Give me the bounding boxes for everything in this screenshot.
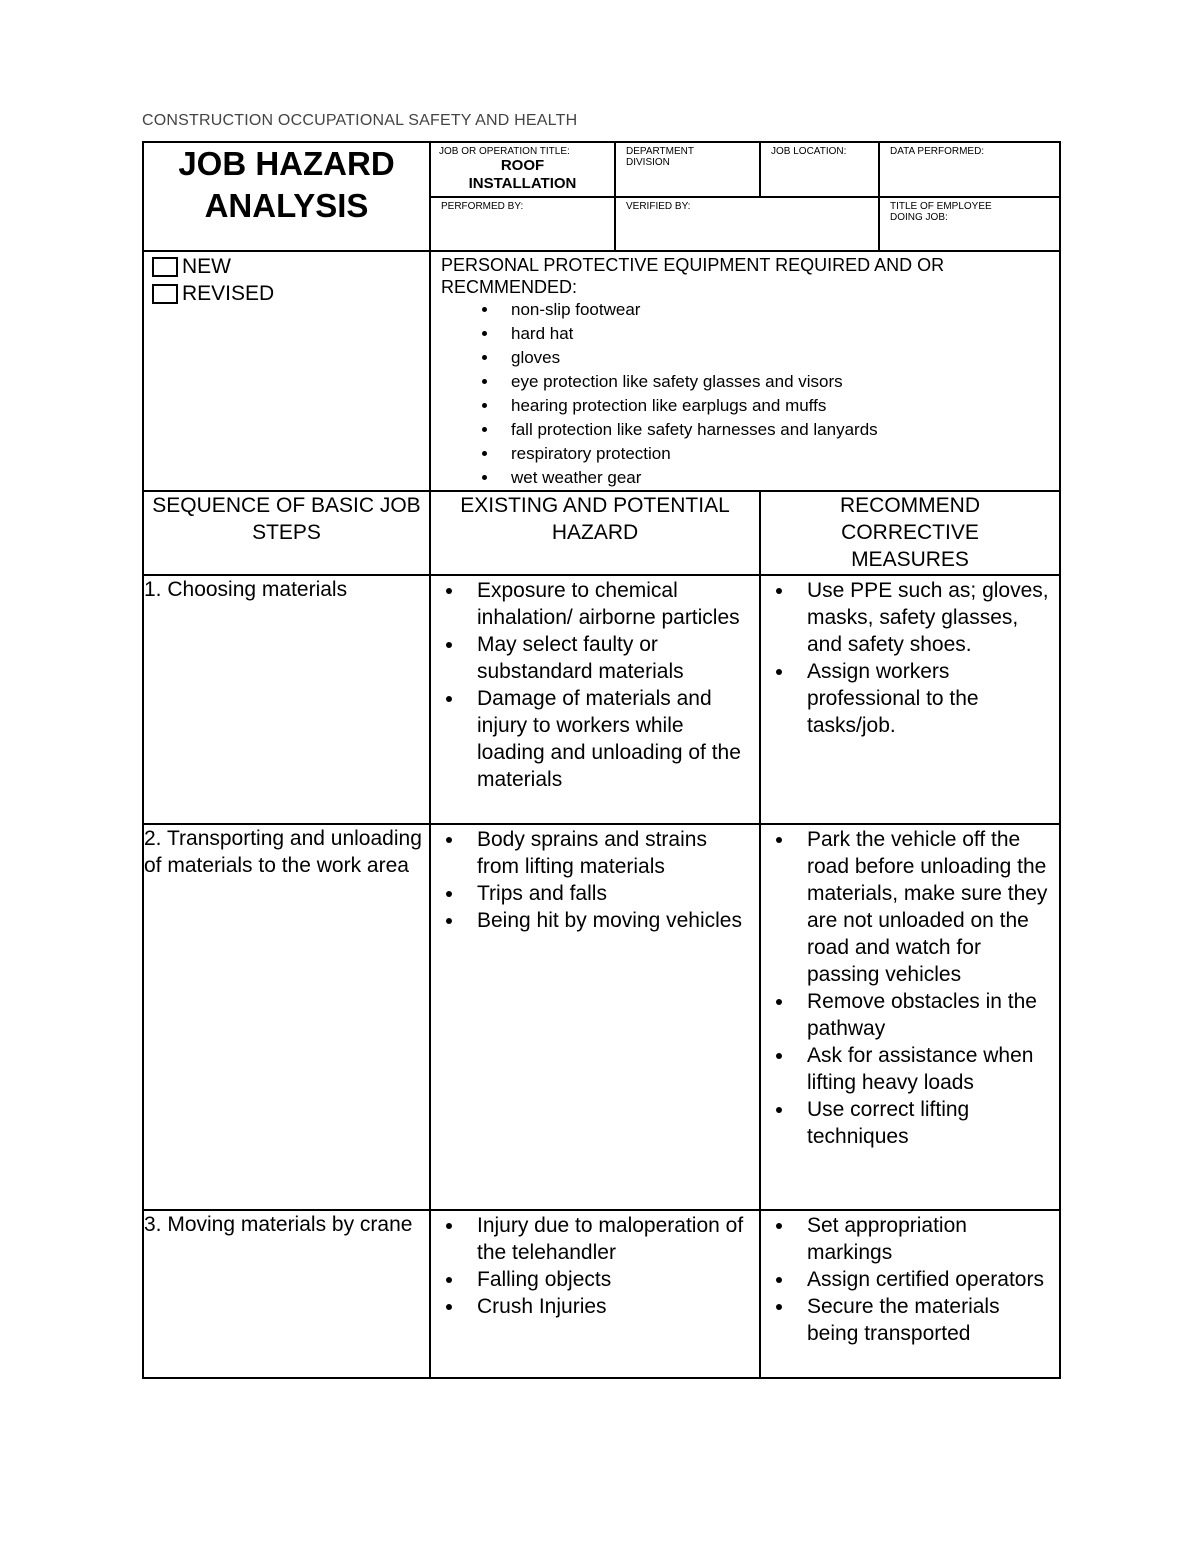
measure-item: • Use PPE such as; gloves, masks, safety glasses, and safety shoes. xyxy=(795,577,1053,658)
ppe-item: • respiratory protection xyxy=(499,442,1059,466)
status-cell xyxy=(143,251,430,491)
performed-by-cell[interactable] xyxy=(430,197,615,251)
measure-item: • Use correct lifting techniques xyxy=(795,1096,1053,1150)
data-performed-label: DATA PERFORMED: xyxy=(890,146,985,157)
ppe-list xyxy=(431,298,1059,490)
measures-list xyxy=(761,576,1059,739)
form-title xyxy=(143,142,430,251)
measure-item: • Assign certified operators xyxy=(795,1266,1053,1293)
measures-cell xyxy=(760,824,1060,1210)
title-of-employee-label-line-1: TITLE OF EMPLOYEE xyxy=(890,201,992,212)
measure-item: • Assign workers professional to the tasks/job. xyxy=(795,658,1053,739)
revised-checkbox[interactable] xyxy=(152,284,178,304)
department-label-line-2: DIVISION xyxy=(626,157,670,168)
ppe-item: • wet weather gear xyxy=(499,466,1059,490)
ppe-heading-line-2: RECMMENDED: xyxy=(441,277,578,297)
title-of-employee-label-line-2: DOING JOB: xyxy=(890,212,948,223)
verified-by-cell[interactable] xyxy=(615,197,879,251)
hazards-cell xyxy=(430,575,760,824)
steps-column-header: SEQUENCE OF BASIC JOB STEPS xyxy=(143,491,430,575)
hazards-list xyxy=(431,825,759,934)
hazard-item: • Trips and falls xyxy=(465,880,753,907)
performed-by-label: PERFORMED BY: xyxy=(441,201,524,212)
job-operation-title-value-1: ROOF xyxy=(500,157,545,174)
hazard-item: • Falling objects xyxy=(465,1266,753,1293)
title-of-employee-cell[interactable] xyxy=(879,197,1060,251)
verified-by-label: VERIFIED BY: xyxy=(626,201,691,212)
revised-label: REVISED xyxy=(182,282,275,305)
step-cell: 1. Choosing materials xyxy=(143,575,430,824)
job-hazard-analysis-table xyxy=(142,141,1061,1379)
ppe-item: • eye protection like safety glasses and visors xyxy=(499,370,1059,394)
hazard-item: • May select faulty or substandard materials xyxy=(465,631,753,685)
ppe-item: • gloves xyxy=(499,346,1059,370)
ppe-heading xyxy=(431,252,1059,298)
ppe-item: • hard hat xyxy=(499,322,1059,346)
measures-column-header: RECOMMEND CORRECTIVE MEASURES xyxy=(760,491,1060,575)
hazard-item: • Being hit by moving vehicles xyxy=(465,907,753,934)
measures-cell xyxy=(760,1210,1060,1378)
table-row xyxy=(143,1210,1060,1378)
revised-option[interactable] xyxy=(144,280,429,307)
hazard-item: • Injury due to maloperation of the telehandler xyxy=(465,1212,753,1266)
page-header: CONSTRUCTION OCCUPATIONAL SAFETY AND HEALTH xyxy=(142,112,578,129)
hazards-list xyxy=(431,576,759,793)
table-row xyxy=(143,824,1060,1210)
measure-item: • Remove obstacles in the pathway xyxy=(795,988,1053,1042)
title-of-employee-label xyxy=(880,198,1059,223)
department-label-line-1: DEPARTMENT xyxy=(626,146,694,157)
table-row xyxy=(143,575,1060,824)
form-title-line-2: ANALYSIS xyxy=(204,187,369,224)
ppe-item: • non-slip footwear xyxy=(499,298,1059,322)
measures-list xyxy=(761,1211,1059,1347)
measure-item: • Secure the materials being transported xyxy=(795,1293,1053,1347)
measure-item: • Ask for assistance when lifting heavy loads xyxy=(795,1042,1053,1096)
new-checkbox[interactable] xyxy=(152,257,178,277)
hazard-item: • Body sprains and strains from lifting materials xyxy=(465,826,753,880)
job-operation-title-label: JOB OR OPERATION TITLE: xyxy=(439,146,570,157)
new-label: NEW xyxy=(182,255,231,278)
form-title-line-1: JOB HAZARD xyxy=(178,145,395,182)
step-cell: 3. Moving materials by crane xyxy=(143,1210,430,1378)
hazards-list xyxy=(431,1211,759,1320)
hazard-item: • Exposure to chemical inhalation/ airborne particles xyxy=(465,577,753,631)
hazards-cell xyxy=(430,824,760,1210)
job-location-cell[interactable] xyxy=(760,142,879,197)
data-performed-cell[interactable] xyxy=(879,142,1060,197)
job-operation-title-cell[interactable] xyxy=(430,142,615,197)
measures-list xyxy=(761,825,1059,1150)
measures-cell xyxy=(760,575,1060,824)
department-label xyxy=(616,143,759,168)
new-option[interactable] xyxy=(144,252,429,280)
hazards-cell xyxy=(430,1210,760,1378)
ppe-heading-line-1: PERSONAL PROTECTIVE EQUIPMENT REQUIRED AND OR xyxy=(441,255,945,275)
hazard-item: • Damage of materials and injury to workers while loading and unloading of the materials xyxy=(465,685,753,793)
ppe-item: • hearing protection like earplugs and muffs xyxy=(499,394,1059,418)
department-cell[interactable] xyxy=(615,142,760,197)
measure-item: • Park the vehicle off the road before unloading the materials, make sure they are not unloaded on the road and watch for passing vehicles xyxy=(795,826,1053,988)
ppe-cell xyxy=(430,251,1060,491)
hazards-column-header: EXISTING AND POTENTIAL HAZARD xyxy=(430,491,760,575)
job-location-label: JOB LOCATION: xyxy=(771,146,847,157)
step-cell: 2. Transporting and unloading of materials to the work area xyxy=(143,824,430,1210)
ppe-item: • fall protection like safety harnesses and lanyards xyxy=(499,418,1059,442)
measure-item: • Set appropriation markings xyxy=(795,1212,1053,1266)
job-operation-title-value-2: INSTALLATION xyxy=(468,175,577,192)
hazard-item: • Crush Injuries xyxy=(465,1293,753,1320)
